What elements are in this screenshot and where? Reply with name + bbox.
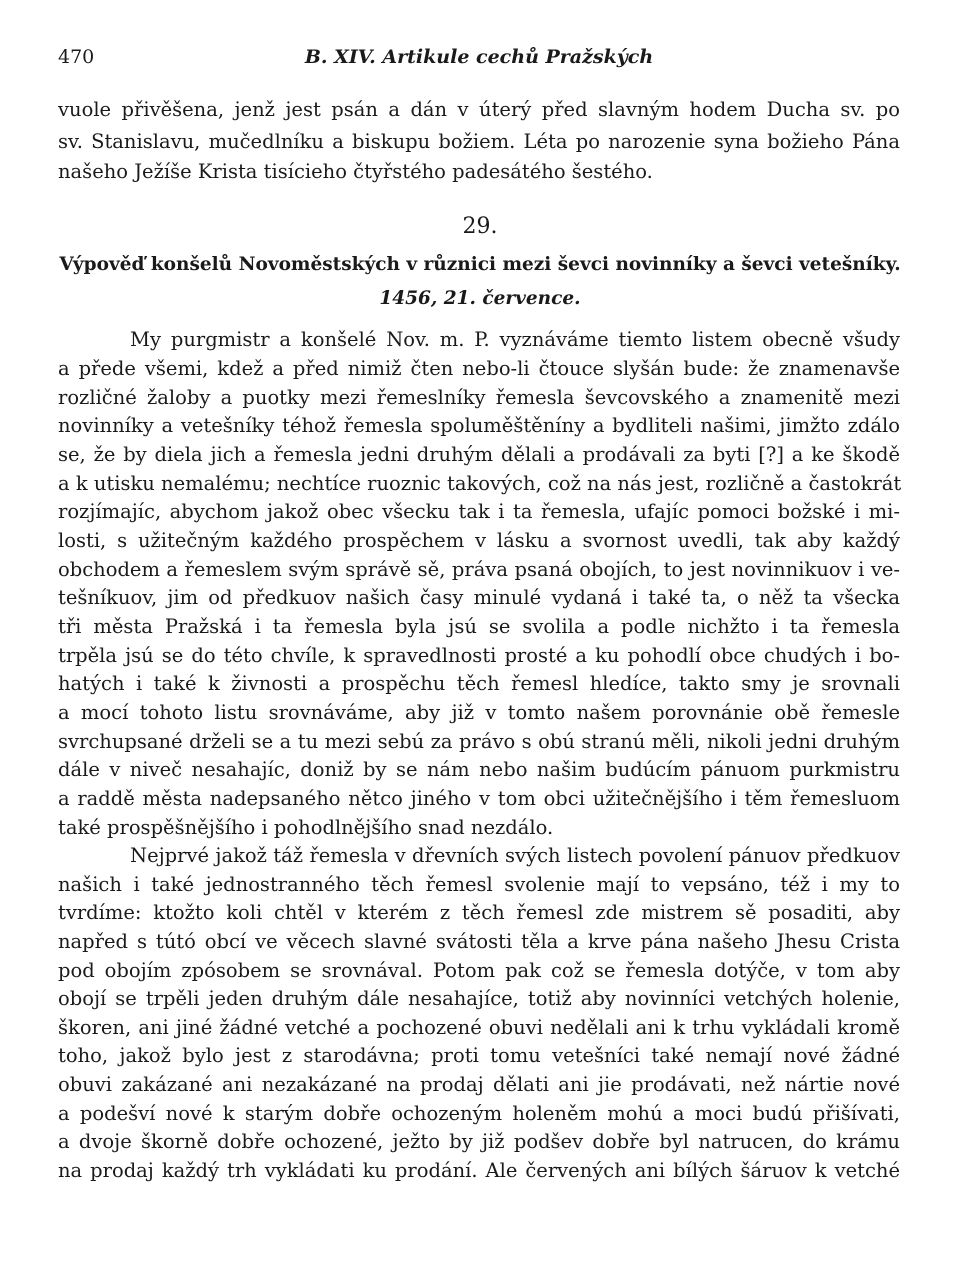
text-line: škoren, ani jiné žádné vetché a pochozené obuvi nedělali ani k trhu vykládali kromě [58,1016,900,1039]
text-line: Nejprvé jakož táž řemesla v dřevních svých listech povolení pánuov předkuov [130,844,900,867]
text-line: obchodem a řemeslem svým správě sě, práva psaná obojích, to jest novinnikuov i ve- [58,558,900,581]
text-line: svrchupsané drželi se a tu mezi sebú za právo s obú stranú měli, nikoli jedni druhým [58,730,900,753]
text-line: rozličné žaloby a puotky mezi řemeslníky řemesla ševcovského a znamenitě mezi [58,386,900,409]
page-header [58,46,900,76]
text-line: sv. Stanislavu, mučedlníku a biskupu božiem. Léta po narozenie syna božieho Pána [58,130,900,153]
text-line: trpěla jsú se do této chvíle, k spravedlnosti prosté a ku pohodlí obce chudých i bo- [58,644,900,667]
text-line: napřed s tútó obcí ve věcech slavné svátosti těla a krve pána našeho Jhesu Crista [58,930,900,953]
text-line: našeho Ježíše Krista tisícieho čtyřstého padesátého šestého. [58,160,653,183]
page-number: 470 [58,46,95,68]
text-line: losti, s užitečným každého prospěchem v lásku a svornost uvedli, tak aby každý [58,529,900,552]
text-line: našich i také jednostranného těch řemesl svolenie mají to vepsáno, též i my to [58,873,900,896]
text-line: toho, jakož bylo jest z starodávna; proti tomu vetešníci také nemají nové žádné [58,1044,900,1067]
text-line: a mocí tohoto listu srovnáváme, aby již v tomto našem porovnánie obě řemesle [58,701,900,724]
section-number: 29. [462,214,498,239]
text-line: a podešví nové k starým dobře ochozeným holeněm mohú a moci budú přišívati, [58,1102,900,1125]
text-line: a dvoje škorně dobře ochozené, ježto by již podšev dobře byl natrucen, do krámu [58,1130,900,1153]
document-heading: Výpověď konšelů Novoměstských v různici mezi ševci novinníky a ševci vetešníky. [59,254,901,275]
text-line: vuole přivěšena, jenž jest psán a dán v úterý před slavným hodem Ducha sv. po [58,98,900,121]
text-line: novinníky a vetešníky téhož řemesla spoluměštěníny a bydliteli našimi, jimžto zdálo [58,414,900,437]
running-title: B. XIV. Artikule cechů Pražských [304,46,654,68]
text-line: a raddě města nadepsaného nětco jiného v tom obci užitečnějšího i těm řemesluom [58,787,900,810]
text-line: také prospěšnějšího i pohodlnějšího snad nezdálo. [58,816,554,839]
text-line: obuvi zakázané ani nezakázané na prodaj dělati ani jie prodávati, než nártie nové [58,1073,900,1096]
text-line: a k utisku nemalému; nechtíce ruoznic takových, což na nás jest, rozličně a častokrát [58,472,902,495]
text-line: na prodaj každý trh vykládati ku prodání. Ale červených ani bílých šáruov k vetché [58,1159,900,1182]
text-line: dále v niveč nesahajíc, doniž by se nám nebo našim budúcím pánuom purkmistru [58,758,900,781]
text-line: My purgmistr a konšelé Nov. m. P. vyznáváme tiemto listem obecně všudy [130,328,900,351]
text-line: hatých i také k živnosti a prospěchu těch řemesl hledíce, takto smy je srovnali [58,672,900,695]
text-line: a přede všemi, kdež a před nimiž čten nebo-li čtouce slyšán bude: že znamenavše [58,357,900,380]
text-line: pod obojím zpósobem se srovnával. Potom pak což se řemesla dotýče, v tom aby [58,959,900,982]
text-line: obojí se trpěli jeden druhým dále nesahajíce, totiž aby novinníci vetchých holenie, [58,987,900,1010]
text-line: tešníkuov, jim od předkuov našich časy minulé vydaná i také ta, o něž ta všecka [58,586,900,609]
text-line: rozjímajíc, abychom jakož obec všecku tak i ta řemesla, ufajíc pomoci božské i mi- [58,500,900,523]
document-date: 1456, 21. července. [379,288,581,309]
text-line: tvrdíme: ktožto koli chtěl v kterém z těch řemesl zde mistrem sě posaditi, aby [58,901,900,924]
text-line: se, že by diela jich a řemesla jedni druhým dělali a prodávali za byti [?] a ke škodě [58,443,900,466]
text-line: tři města Pražská i ta řemesla byla jsú se svolila a podle nichžto i ta řemesla [58,615,900,638]
